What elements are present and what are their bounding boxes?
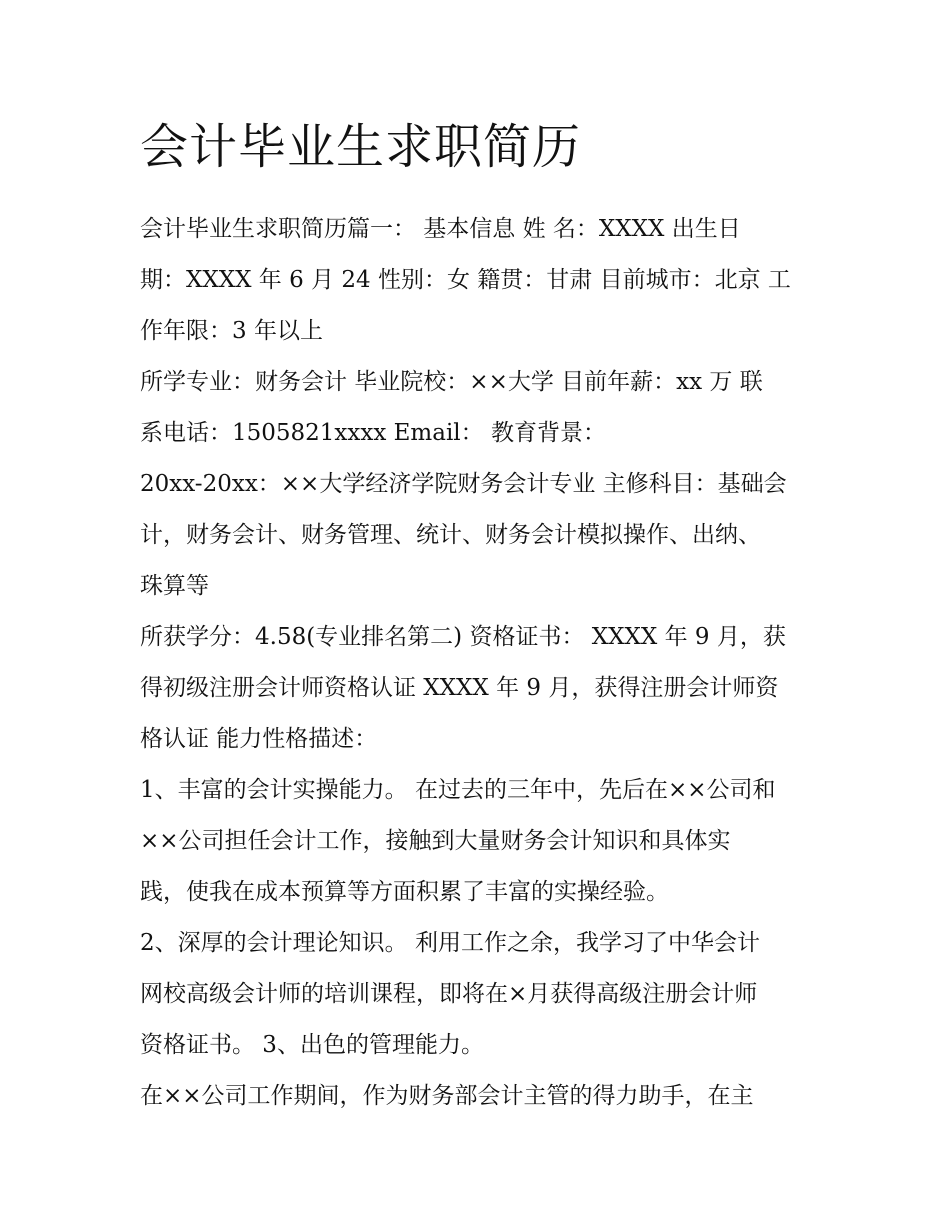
text-line: 计，财务会计、财务管理、统计、财务会计模拟操作、出纳、 <box>140 522 761 548</box>
text-line: 所学专业：财务会计 毕业院校：××大学 目前年薪：xx 万 联 <box>140 369 763 395</box>
text-line: 1、丰富的会计实操能力。 在过去的三年中，先后在××公司和 <box>140 777 776 803</box>
text-line: 珠算等 <box>140 573 209 599</box>
text-line: 会计毕业生求职简历篇一： 基本信息 姓 名：XXXX 出生日 <box>140 216 741 242</box>
document-title: 会计毕业生求职简历 <box>140 119 582 175</box>
text-line: 在××公司工作期间，作为财务部会计主管的得力助手，在主 <box>140 1083 754 1109</box>
document-body <box>140 204 810 1122</box>
text-line: 格认证 能力性格描述： <box>140 726 378 752</box>
text-line: 所获学分：4.58(专业排名第二) 资格证书： XXXX 年 9 月，获 <box>140 624 786 650</box>
text-line: 践，使我在成本预算等方面积累了丰富的实操经验。 <box>140 879 669 905</box>
text-line: 得初级注册会计师资格认证 XXXX 年 9 月，获得注册会计师资 <box>140 675 779 701</box>
text-line: 期：XXXX 年 6 月 24 性别：女 籍贯：甘肃 目前城市：北京 工 <box>140 267 791 293</box>
text-line: ××公司担任会计工作，接触到大量财务会计知识和具体实 <box>140 828 731 854</box>
text-line: 系电话：1505821xxxx Email： 教育背景： <box>140 420 606 446</box>
text-line: 2、深厚的会计理论知识。 利用工作之余，我学习了中华会计 <box>140 930 760 956</box>
text-line: 20xx-20xx：××大学经济学院财务会计专业 主修科目：基础会 <box>140 471 787 497</box>
document-content <box>140 112 810 1122</box>
text-line: 资格证书。 3、出色的管理能力。 <box>140 1032 484 1058</box>
text-line: 作年限：3 年以上 <box>140 318 323 344</box>
text-line: 网校高级会计师的培训课程，即将在×月获得高级注册会计师 <box>140 981 758 1007</box>
